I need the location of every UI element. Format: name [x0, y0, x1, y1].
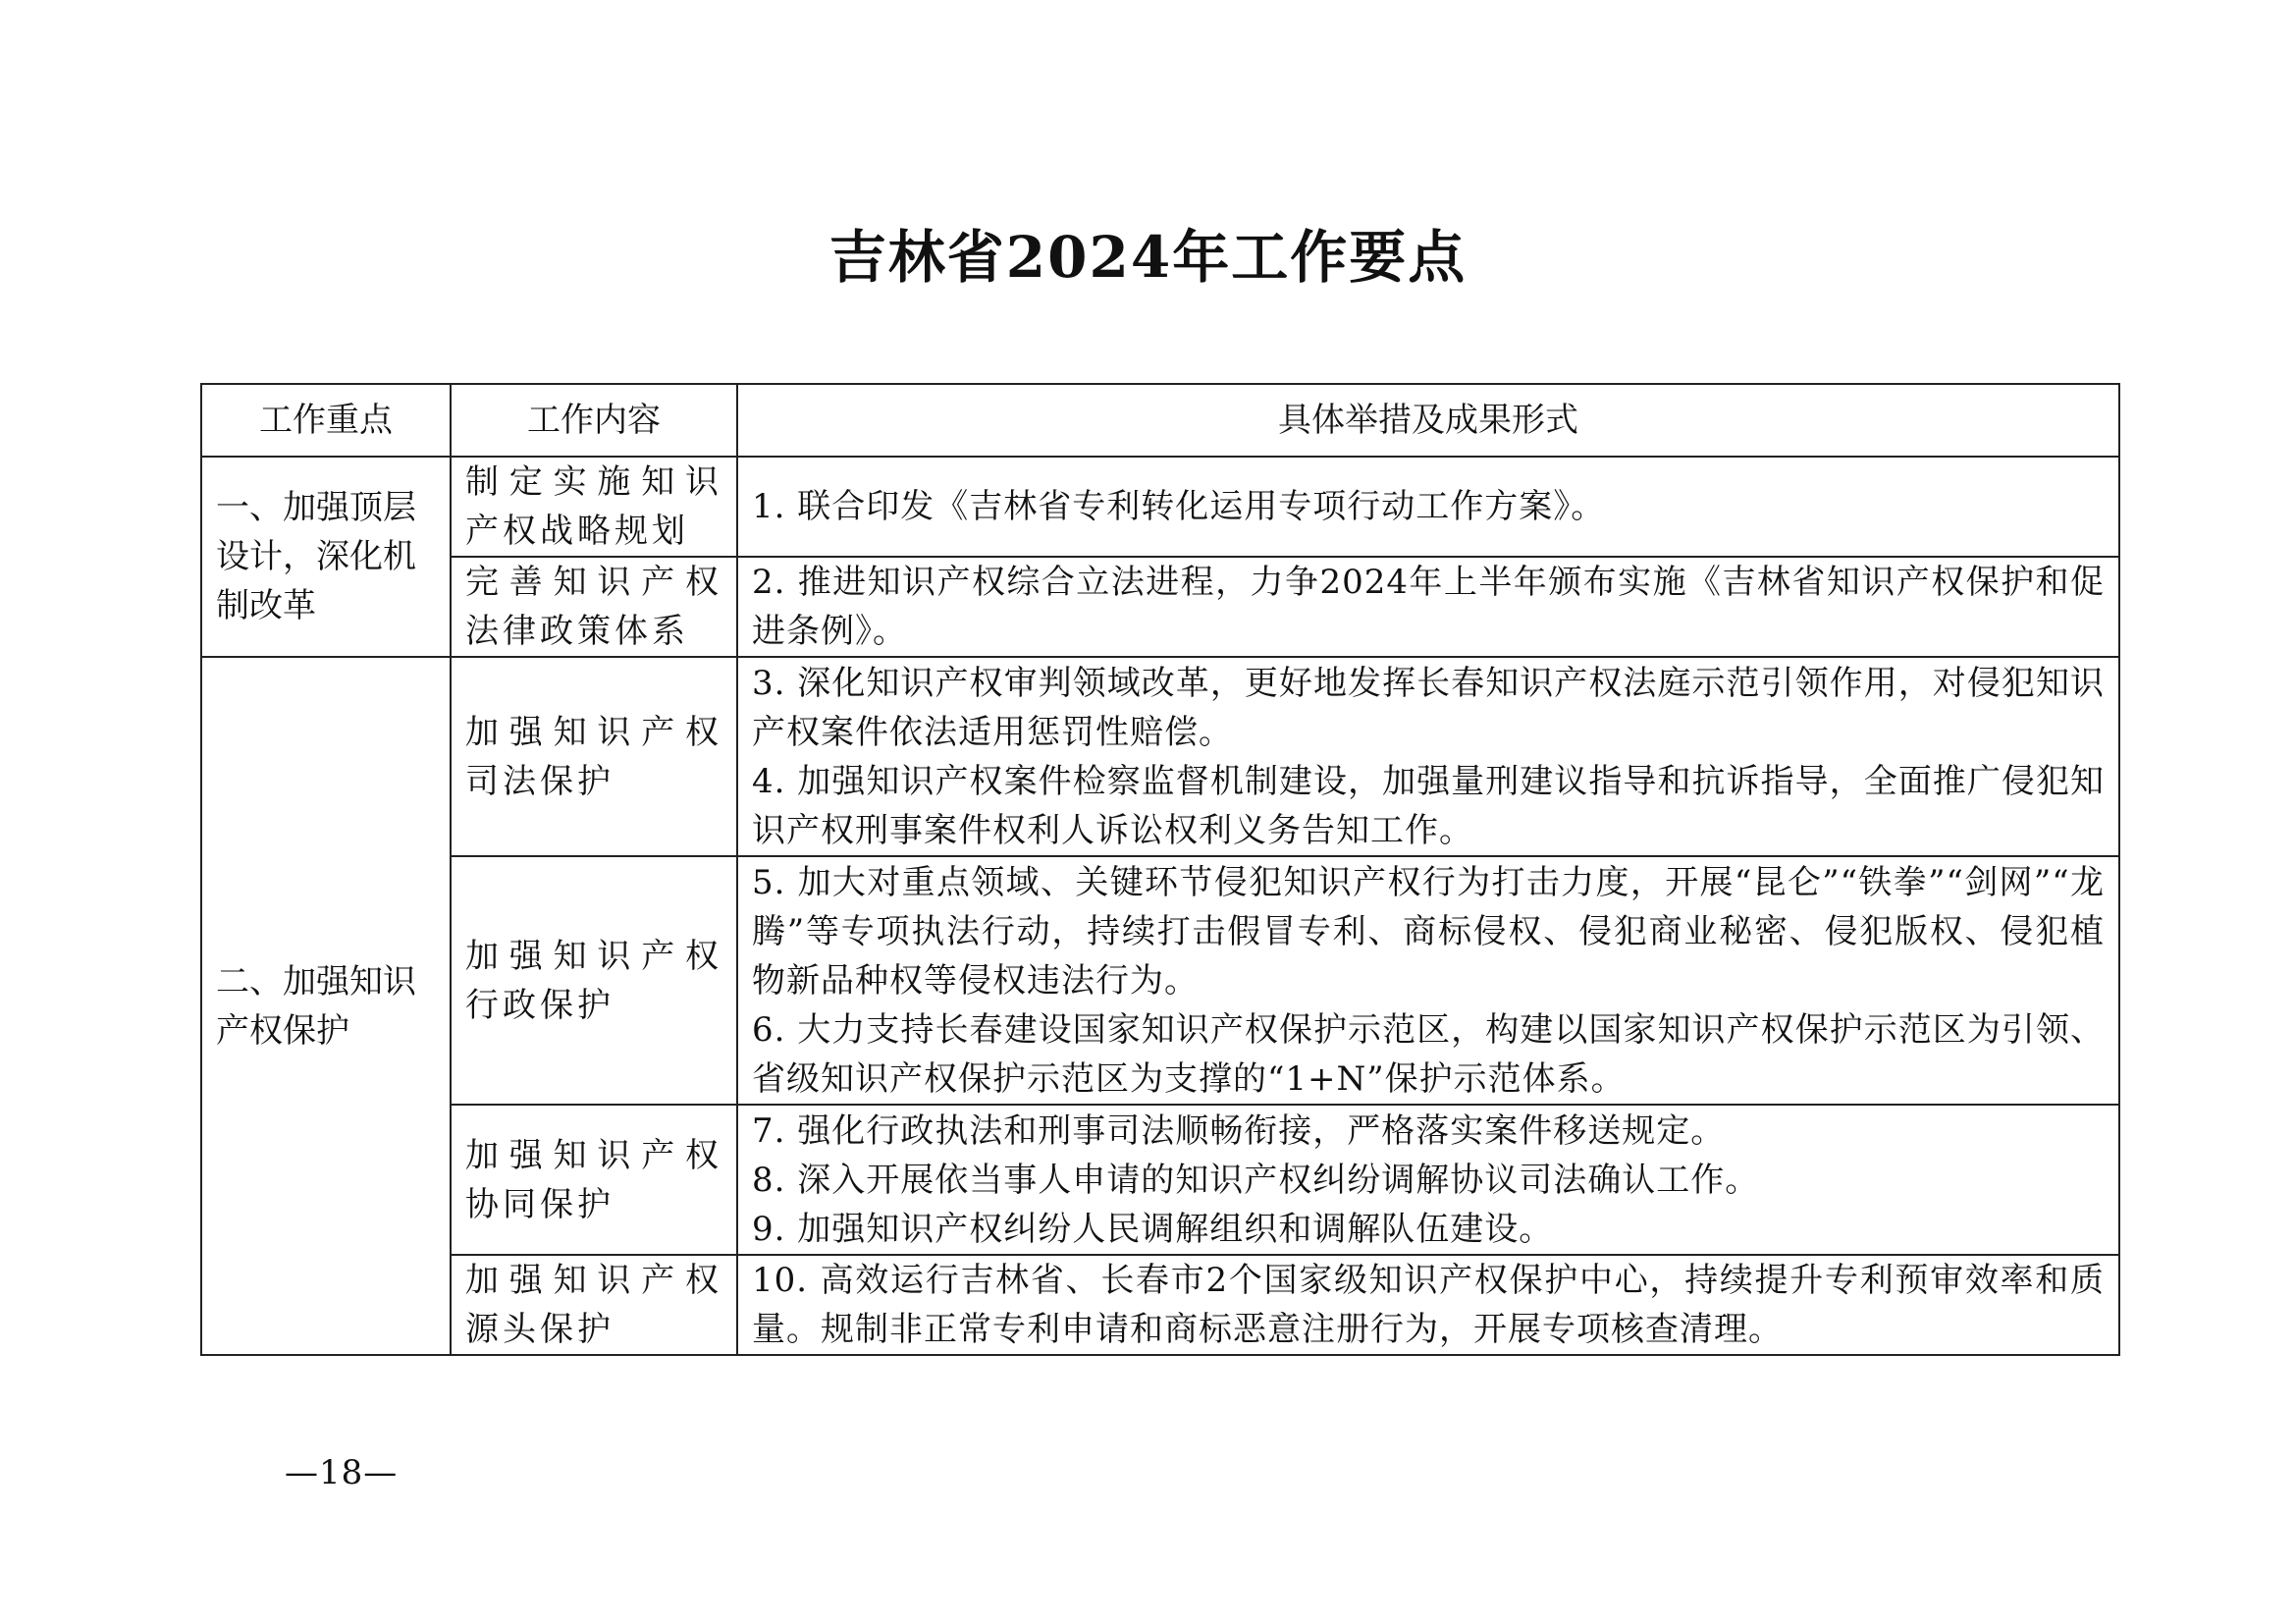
document-title: 吉林省2024年工作要点 — [828, 224, 1468, 291]
table-header-row — [201, 384, 2119, 457]
measures-cell — [737, 1105, 2119, 1255]
work-content-cell: 制定实施知识产权战略规划 — [451, 457, 737, 557]
header-work-focus: 工作重点 — [201, 384, 451, 457]
measures-cell — [737, 1255, 2119, 1355]
measures-cell — [737, 557, 2119, 657]
header-work-content: 工作内容 — [451, 384, 737, 457]
table-row — [201, 856, 2119, 1105]
measure-item: 9. 加强知识产权纠纷人民调解组织和调解队伍建设。 — [752, 1209, 1554, 1249]
measure-item: 3. 深化知识产权审判领域改革，更好地发挥长春知识产权法庭示范引领作用，对侵犯知识产权案件依法适用惩罚性赔偿。 — [752, 663, 2105, 752]
work-content-cell: 加强知识产权源头保护 — [451, 1255, 737, 1355]
measure-item: 6. 大力支持长春建设国家知识产权保护示范区，构建以国家知识产权保护示范区为引领、省级知识产权保护示范区为支撑的“1+N”保护示范体系。 — [752, 1009, 2105, 1099]
work-content-cell: 完善知识产权法律政策体系 — [451, 557, 737, 657]
measure-item: 8. 深入开展依当事人申请的知识产权纠纷调解协议司法确认工作。 — [752, 1160, 1760, 1200]
table-row — [201, 457, 2119, 557]
header-measures: 具体举措及成果形式 — [737, 384, 2119, 457]
measure-item: 4. 加强知识产权案件检察监督机制建设，加强量刑建议指导和抗诉指导，全面推广侵犯知识产权刑事案件权利人诉讼权利义务告知工作。 — [752, 761, 2105, 850]
measures-cell — [737, 856, 2119, 1105]
measures-cell — [737, 457, 2119, 557]
work-focus-cell: 一、加强顶层设计，深化机制改革 — [201, 457, 451, 657]
measure-item: 1. 联合印发《吉林省专利转化运用专项行动工作方案》。 — [752, 487, 1606, 526]
work-content-cell: 加强知识产权协同保护 — [451, 1105, 737, 1255]
table-row — [201, 657, 2119, 856]
work-focus-cell: 二、加强知识产权保护 — [201, 657, 451, 1355]
measure-item: 7. 强化行政执法和刑事司法顺畅衔接，严格落实案件移送规定。 — [752, 1110, 1726, 1151]
page-number: —18— — [285, 1453, 399, 1492]
measure-item: 5. 加大对重点领域、关键环节侵犯知识产权行为打击力度，开展“昆仑”“铁拳”“剑网”“龙腾”等专项执法行动，持续打击假冒专利、商标侵权、侵犯商业秘密、侵犯版权、侵犯植物新品种权等侵权违法行为。 — [752, 862, 2105, 1001]
work-content-cell: 加强知识产权行政保护 — [451, 856, 737, 1105]
work-content-cell: 加强知识产权司法保护 — [451, 657, 737, 856]
table-row — [201, 557, 2119, 657]
measure-item: 2. 推进知识产权综合立法进程，力争2024年上半年颁布实施《吉林省知识产权保护和促进条例》。 — [752, 563, 2105, 651]
measures-cell — [737, 657, 2119, 856]
table-row — [201, 1105, 2119, 1255]
measure-item: 10. 高效运行吉林省、长春市2个国家级知识产权保护中心，持续提升专利预审效率和质量。规制非正常专利申请和商标恶意注册行为，开展专项核查清理。 — [752, 1261, 2105, 1349]
work-points-table — [200, 383, 2120, 1356]
table-row — [201, 1255, 2119, 1355]
